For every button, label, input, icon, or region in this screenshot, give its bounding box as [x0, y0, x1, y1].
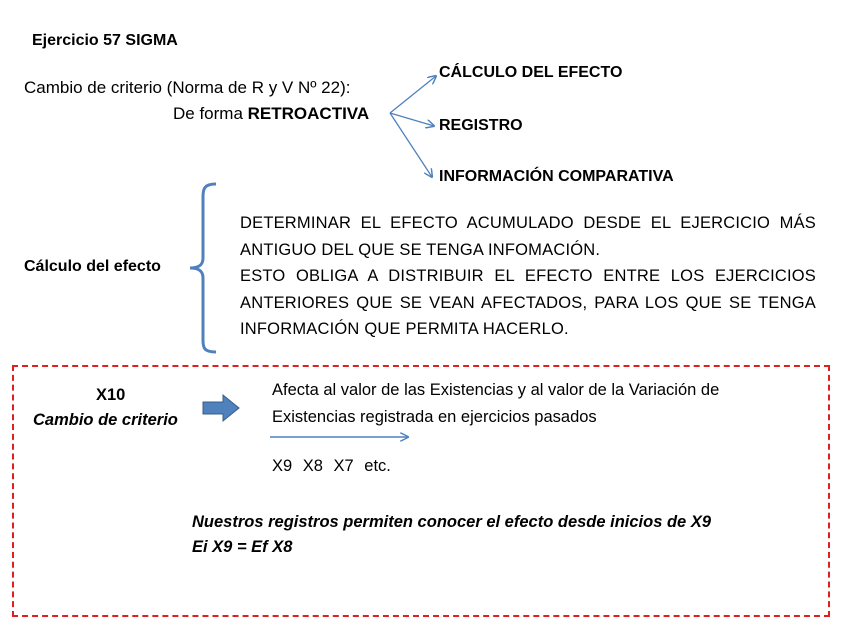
branch-calculo-del-efecto: CÁLCULO DEL EFECTO	[439, 64, 623, 81]
block-arrow-icon	[203, 395, 239, 421]
calculo-label: Cálculo del efecto	[24, 258, 161, 275]
afecta-text: Afecta al valor de las Existencias y al valor de la Variación de Existencias registrada en ejercicios pasados	[272, 381, 720, 426]
branch-registro: REGISTRO	[439, 117, 523, 134]
cambio-criterio-label: Cambio de criterio	[33, 411, 178, 429]
years-list: X9 X8 X7 etc.	[272, 457, 391, 475]
calculo-paragraph-1: DETERMINAR EL EFECTO ACUMULADO DESDE EL EJERCICIO MÁS ANTIGUO DEL QUE SE TENGA INFOMACIÓN.	[240, 214, 816, 259]
arrow-to-calculo	[390, 76, 436, 113]
x10-label: X10	[96, 386, 126, 404]
exercise-title: Ejercicio 57 SIGMA	[32, 32, 178, 49]
nuestros-registros-text: Nuestros registros permiten conocer el efecto desde inicios de X9	[192, 513, 712, 531]
calculo-paragraph-2: ESTO OBLIGA A DISTRIBUIR EL EFECTO ENTRE LOS EJERCICIOS ANTERIORES QUE SE VEAN AFECTADOS, PARA LOS QUE SE TENGA INFORMACIÓN QUE PERMITA HACERLO.	[240, 267, 816, 338]
branch-informacion-comparativa: INFORMACIÓN COMPARATIVA	[439, 168, 674, 185]
retroactiva-bold: RETROACTIVA	[247, 104, 370, 123]
equation-text: Ei X9 = Ef X8	[192, 538, 293, 556]
retroactiva-prefix: De forma	[173, 104, 248, 123]
arrow-to-informacion	[390, 113, 432, 177]
curly-brace	[190, 184, 216, 352]
criterio-heading: Cambio de criterio (Norma de R y V Nº 22):	[24, 78, 351, 97]
